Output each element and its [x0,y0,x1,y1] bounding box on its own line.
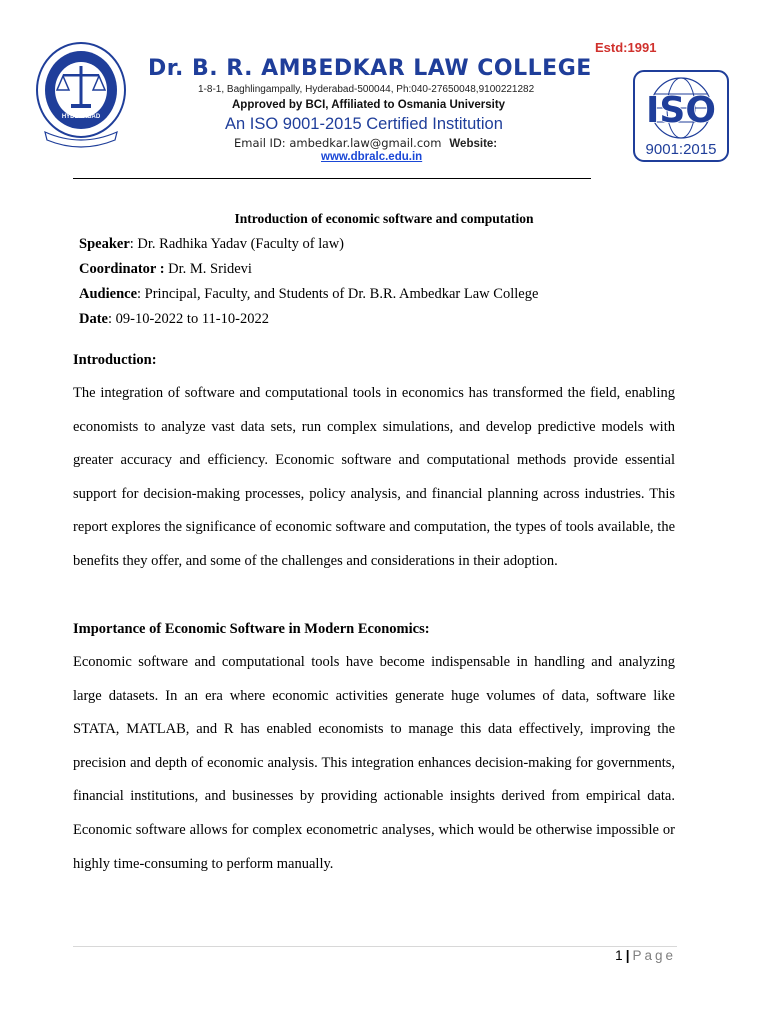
speaker-line [79,236,344,253]
audience-value: : Principal, Faculty, and Students of Dr. B.R. Ambedkar Law College [137,286,539,302]
coordinator-line [79,261,252,278]
contact-line [234,136,497,150]
report-title: Introduction of economic software and computation [234,211,534,226]
college-crest-logo [35,40,127,150]
audience-line [79,286,538,303]
footer-divider [73,946,677,947]
audience-label: Audience [79,286,137,302]
established-year: Estd:1991 [595,40,657,55]
coordinator-label: Coordinator : [79,261,165,277]
date-label: Date [79,311,108,327]
introduction-paragraph: The integration of software and computational tools in economics has transformed the field, enabling economists to analyze vast data sets, run complex simulations, and develop predictive models with greater accuracy and efficiency. Economic software and computational methods provide essential support for decision-making processes, policy analysis, and financial planning across industries. This report explores the significance of economic software and computation, the types of tools available, the benefits they offer, and some of the challenges and considerations in their adoption. [73,385,675,569]
importance-paragraph: Economic software and computational tools have become indispensable in handling and analyzing large datasets. In an era where economic activities generate huge volumes of data, software like STATA, MATLAB, and R has enabled economists to manage this data effectively, improving the precision and depth of economic analysis. This integration enhances decision-making for governments, financial institutions, and businesses by providing actionable insights derived from empirical data. Economic software allows for complex econometric analyses, which would be otherwise impossible or highly time-consuming to perform manually. [73,654,675,872]
iso-certification-logo [633,70,729,162]
website-label: Website: [449,138,498,150]
date-value: : 09-10-2022 to 11-10-2022 [108,311,269,327]
header-divider [73,178,591,179]
website-link[interactable]: www.dbralc.edu.in [321,151,423,163]
importance-heading: Importance of Economic Software in Modern Economics: [73,621,430,637]
speaker-value: : Dr. Radhika Yadav (Faculty of law) [129,236,344,252]
approval-line: Approved by BCI, Affiliated to Osmania University [232,99,506,111]
date-line [79,311,269,328]
page-label: Page [632,948,676,963]
college-address: 1-8-1, Baghlingampally, Hyderabad-500044, Ph:040-27650048,9100221282 [198,84,535,95]
page-footer [615,948,676,963]
page-number: 1 [615,948,623,963]
svg-text:ISO: ISO [646,90,716,131]
speaker-label: Speaker [79,236,130,252]
college-name: Dr. B. R. AMBEDKAR LAW COLLEGE [148,56,592,81]
iso-certification-line: An ISO 9001-2015 Certified Institution [225,115,503,133]
svg-text:9001:2015: 9001:2015 [645,141,717,158]
coordinator-value: Dr. M. Sridevi [164,261,252,277]
email-text: Email ID: ambedkar.law@gmail.com [234,136,442,150]
page-separator: | [625,948,630,963]
introduction-heading: Introduction: [73,352,157,368]
svg-text:HYDERABAD: HYDERABAD [61,114,101,120]
